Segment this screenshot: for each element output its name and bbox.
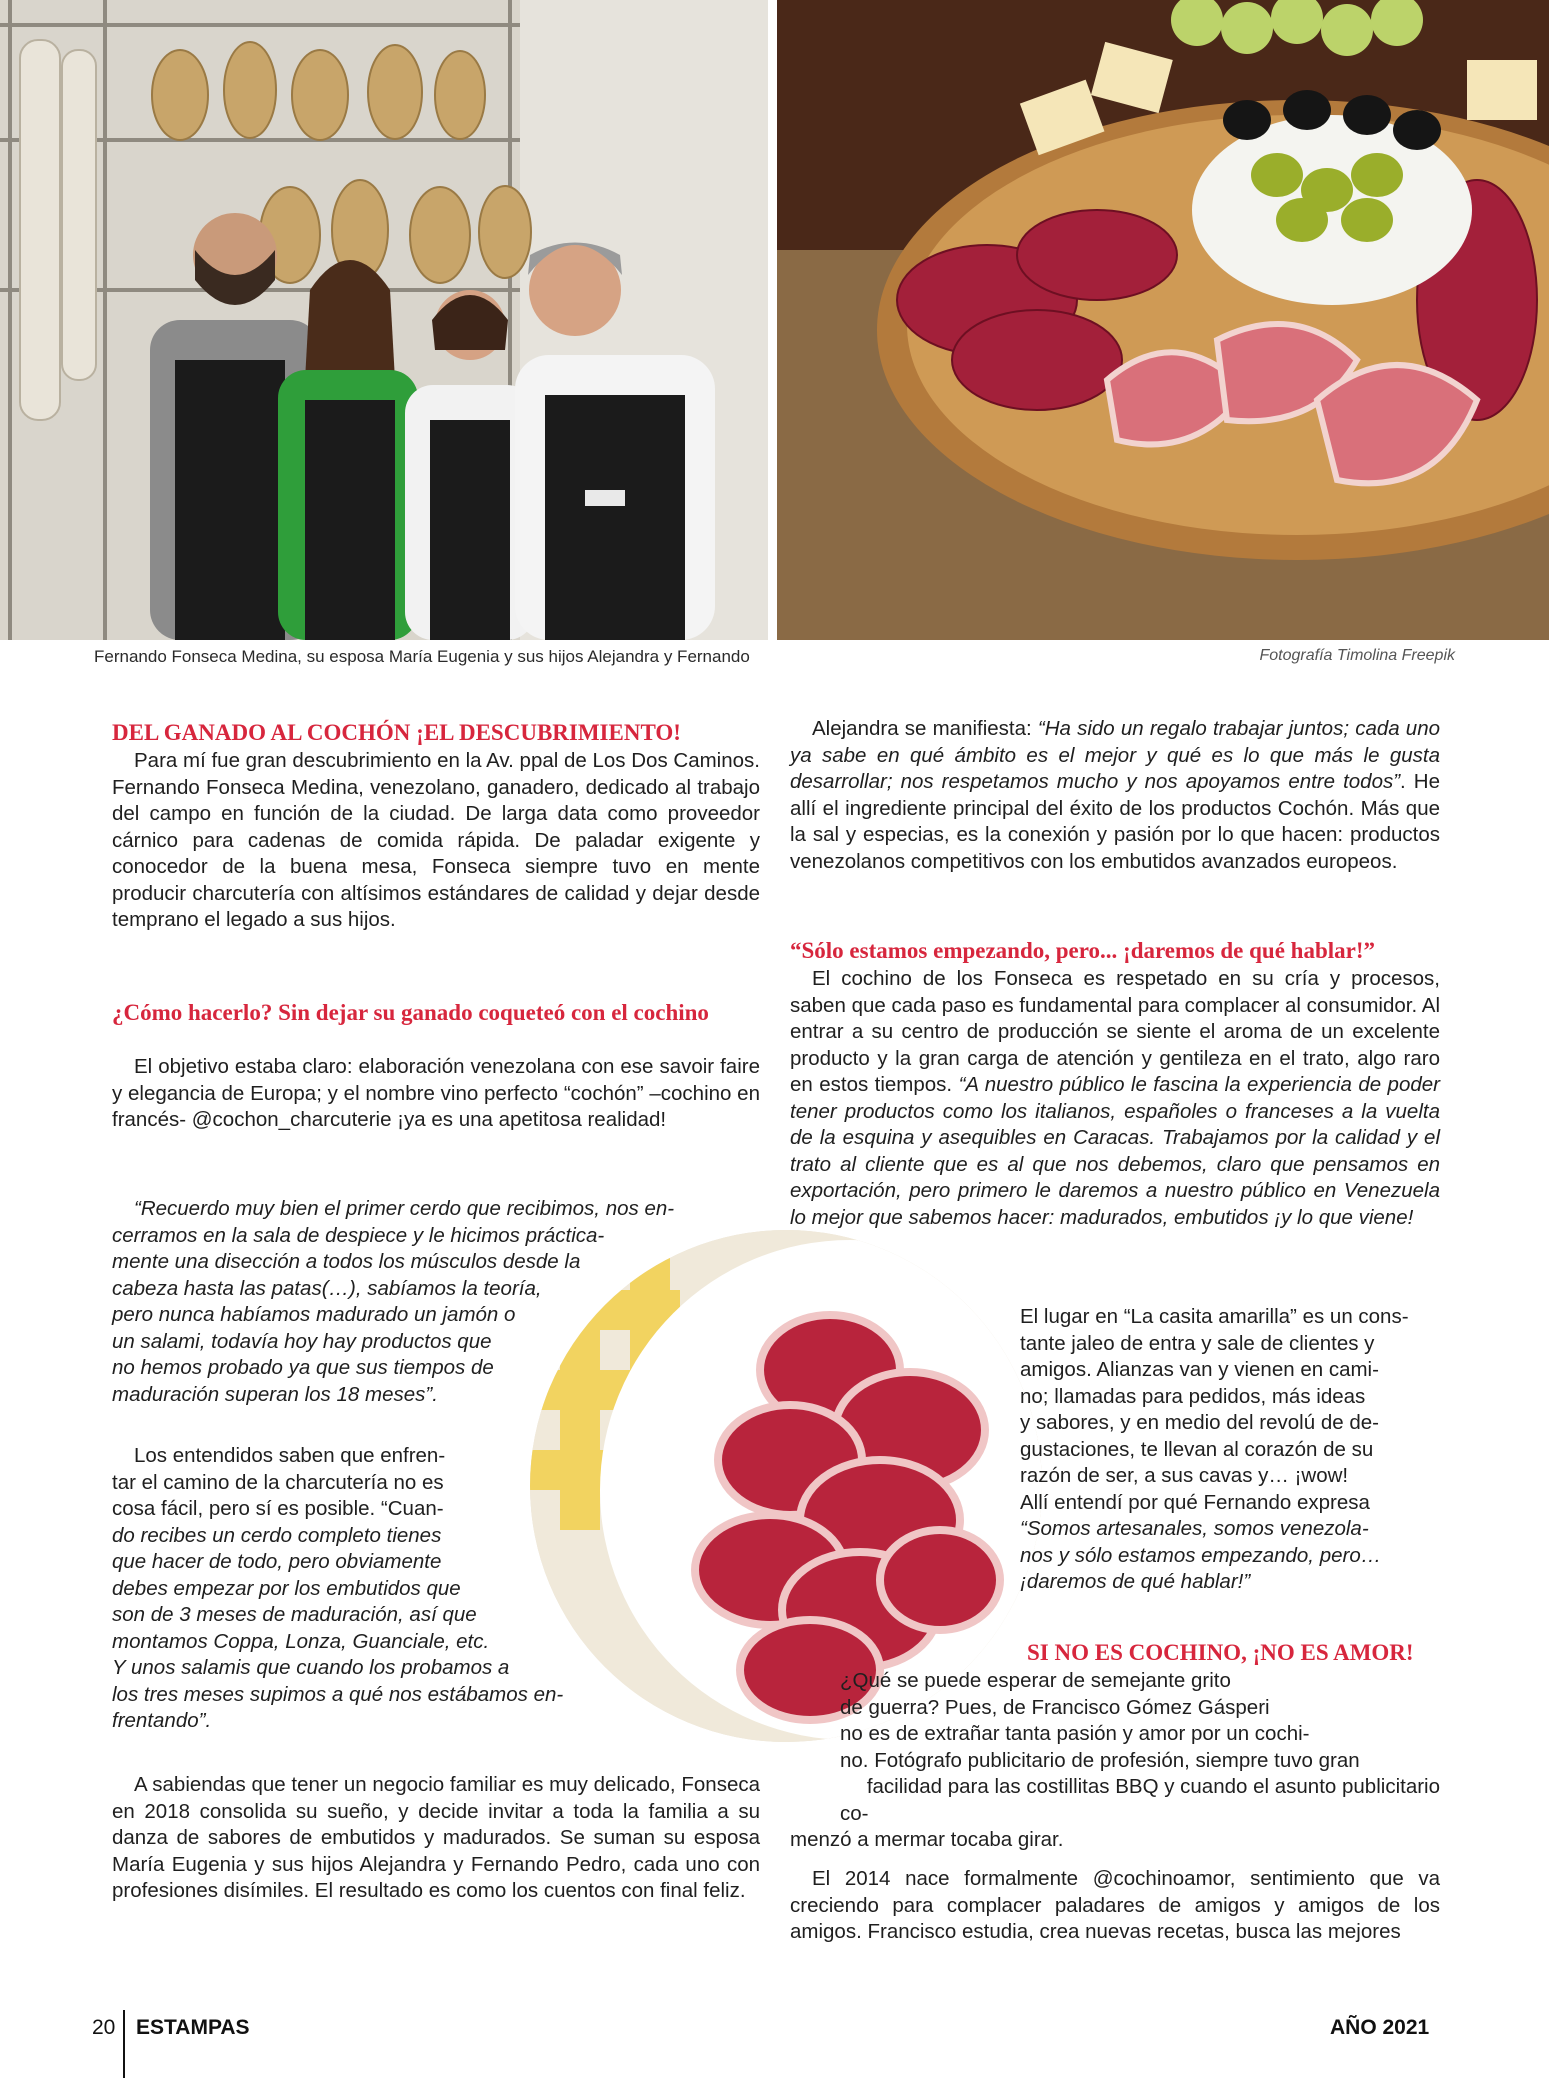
paragraph-fonseca-respetado: [790, 966, 1440, 1231]
text-line: facilidad para las costillitas BBQ y cuando el asunto publicitario co-: [840, 1775, 1440, 1825]
paragraph-sueno: A sabiendas que tener un negocio familiar es muy delicado, Fonseca en 2018 consolida su sueño, y decide invitar a toda la familia a su danza de sabores de embutidos y madurados. Se suman su esposa María Eugenia y sus hijos Alejandra y Fernando Pedro, cada uno con profesiones disímiles. El resultado es como los cuentos con final feliz.: [112, 1773, 760, 1902]
text-line: menzó a mermar tocaba girar.: [790, 1828, 1064, 1851]
text-line: nos y sólo estamos empezando, pero…: [1020, 1543, 1382, 1567]
text-line: Allí entendí por qué Fernando expresa: [1020, 1490, 1370, 1514]
text-span: Alejandra se manifiesta:: [812, 717, 1038, 740]
paragraph-intro: Para mí fue gran descubrimiento en la Av. ppal de Los Dos Caminos. Fernando Fonseca Medina, venezolano, ganadero, dedicado al trabajo del campo en función de la ciudad. De larga data como proveedor cárnico para cadenas de comida rápida. De paladar exigente y conocedor de la buena mesa, Fonseca siempre tuvo en mente producir charcutería con altísimos estándares de calidad y dejar desde temprano el legado a sus hijos.: [112, 749, 760, 931]
cured-meat-plate-photo: [530, 1230, 1042, 1742]
text-line: de guerra? Pues, de Francisco Gómez Gásperi: [840, 1695, 1270, 1719]
text-line: y sabores, y en medio del revolú de de-: [1020, 1411, 1379, 1434]
quote-line: cerramos en la sala de despiece y le hicimos práctica-: [112, 1223, 605, 1247]
text-line: tante jaleo de entra y sale de clientes y: [1020, 1331, 1375, 1355]
text-line: son de 3 meses de maduración, así que: [112, 1603, 477, 1626]
text-line: no; llamadas para pedidos, más ideas: [1020, 1384, 1366, 1408]
photo-credit: Fotografía Timolina Freepik: [1259, 647, 1455, 664]
text-line: montamos Coppa, Lonza, Guanciale, etc.: [112, 1629, 490, 1653]
paragraph-objetivo: El objetivo estaba claro: elaboración venezolana con ese savoir faire y elegancia de Europa; y el nombre vino perfecto “cochón” –cochino en francés- @cochon_charcuterie ¡ya es una apetitosa realidad!: [112, 1055, 760, 1131]
quote-line: “Recuerdo muy bien el primer cerdo que recibimos, nos en-: [134, 1197, 675, 1220]
text-line: tar el camino de la charcutería no es: [112, 1470, 444, 1494]
text-line: razón de ser, a sus cavas y… ¡wow!: [1020, 1464, 1349, 1487]
text-line: cosa fácil, pero sí es posible. “Cuan-: [112, 1497, 444, 1520]
quote-line: pero nunca habíamos madurado un jamón o: [112, 1303, 516, 1326]
magazine-name: ESTAMPAS: [136, 2016, 250, 2039]
text-line: “Somos artesanales, somos venezola-: [1020, 1517, 1369, 1540]
text-line: ¿Qué se puede esperar de semejante grito: [840, 1669, 1231, 1692]
text-line: Y unos salamis que cuando los probamos a: [112, 1656, 510, 1679]
paragraph-2014: El 2014 nace formalmente @cochinoamor, sentimiento que va creciendo para complacer paladares de amigos y amigos de los amigos. Francisco estudia, crea nuevas recetas, busca las mejores: [790, 1867, 1440, 1943]
section-heading-como-hacerlo: ¿Cómo hacerlo? Sin dejar su ganado coqueteó con el cochino: [112, 1000, 709, 1025]
section-heading-empezando: “Sólo estamos empezando, pero... ¡daremos de qué hablar!”: [790, 938, 1376, 963]
text-line: no. Fotógrafo publicitario de profesión, siempre tuvo gran: [840, 1748, 1360, 1772]
quote-span: “Ha sido un regalo trabajar juntos; cada uno ya sabe en qué ámbito es el mejor y qué es lo que más le gusta desarrollar; nos respetamos mucho y nos apoyamos entre todos”: [790, 717, 1441, 793]
section-heading-descubrimiento: DEL GANADO AL COCHÓN ¡EL DESCUBRIMIENTO!: [112, 720, 681, 745]
quote-line: cabeza hasta las patas(…), sabíamos la teoría,: [112, 1276, 542, 1300]
issue-year: AÑO 2021: [1330, 2016, 1430, 2039]
text-line: Los entendidos saben que enfren-: [134, 1444, 446, 1467]
quote-line: maduración superan los 18 meses”.: [112, 1382, 438, 1406]
text-span: El cochino de los Fonseca es respetado en su cría y procesos, saben que cada paso es fundamental para complacer al consumidor. Al entrar a su centro de producción se siente el aroma de un excelente producto y la gran carga de atención y gentileza en el trato, algo raro en estos tiempos.: [790, 967, 1440, 1096]
text-line: gustaciones, te llevan al corazón de su: [1020, 1437, 1374, 1461]
text-line: amigos. Alianzas van y vienen en cami-: [1020, 1358, 1379, 1381]
family-photo-caption: Fernando Fonseca Medina, su esposa María Eugenia y sus hijos Alejandra y Fernando: [94, 647, 750, 666]
paragraph-casita-amarilla: [1020, 1304, 1440, 1596]
quote-span: “A nuestro público le fascina la experiencia de poder tener productos como los italianos, españoles o franceses a la vuelta de la esquina y asequibles en Caracas. Trabajamos por la calidad y el trato al cliente que es al que nos debemos, claro que pensamos en exportación, pero primero le daremos a nuestro público en Venezuela lo mejor que sabemos hacer: madurados, embutidos ¡y lo que viene!: [790, 1073, 1440, 1229]
text-line: ¡daremos de qué hablar!”: [1020, 1570, 1251, 1593]
text-line: El lugar en “La casita amarilla” es un cons-: [1020, 1305, 1409, 1328]
text-line: los tres meses supimos a qué nos estábamos en-: [112, 1682, 564, 1706]
family-photo: [0, 0, 768, 640]
section-heading-cochinoamor: SI NO ES COCHINO, ¡NO ES AMOR!: [1027, 1640, 1414, 1665]
footer-rule: [123, 2010, 125, 2078]
page-number: 20: [92, 2016, 116, 2039]
quote-line: mente una disección a todos los músculos desde la: [112, 1250, 581, 1273]
paragraph-alejandra: [790, 716, 1440, 875]
text-line: debes empezar por los embutidos que: [112, 1576, 461, 1600]
text-line: do recibes un cerdo completo tienes: [112, 1523, 442, 1547]
paragraph-francisco: [790, 1668, 1440, 1854]
quote-line: no hemos probado ya que sus tiempos de: [112, 1356, 494, 1379]
text-line: que hacer de todo, pero obviamente: [112, 1550, 442, 1573]
text-span: . He allí el ingrediente principal del éxito de los productos Cochón. Más que la sal y especias, es la conexión y pasión por lo que hacen: productos venezolanos competitivos con los embutidos avanzados europeos.: [790, 770, 1440, 873]
charcuterie-board-photo: [777, 0, 1549, 640]
text-line: frentando”.: [112, 1709, 212, 1732]
text-line: no es de extrañar tanta pasión y amor por un cochi-: [840, 1722, 1310, 1745]
quote-line: un salami, todavía hoy hay productos que: [112, 1329, 492, 1353]
